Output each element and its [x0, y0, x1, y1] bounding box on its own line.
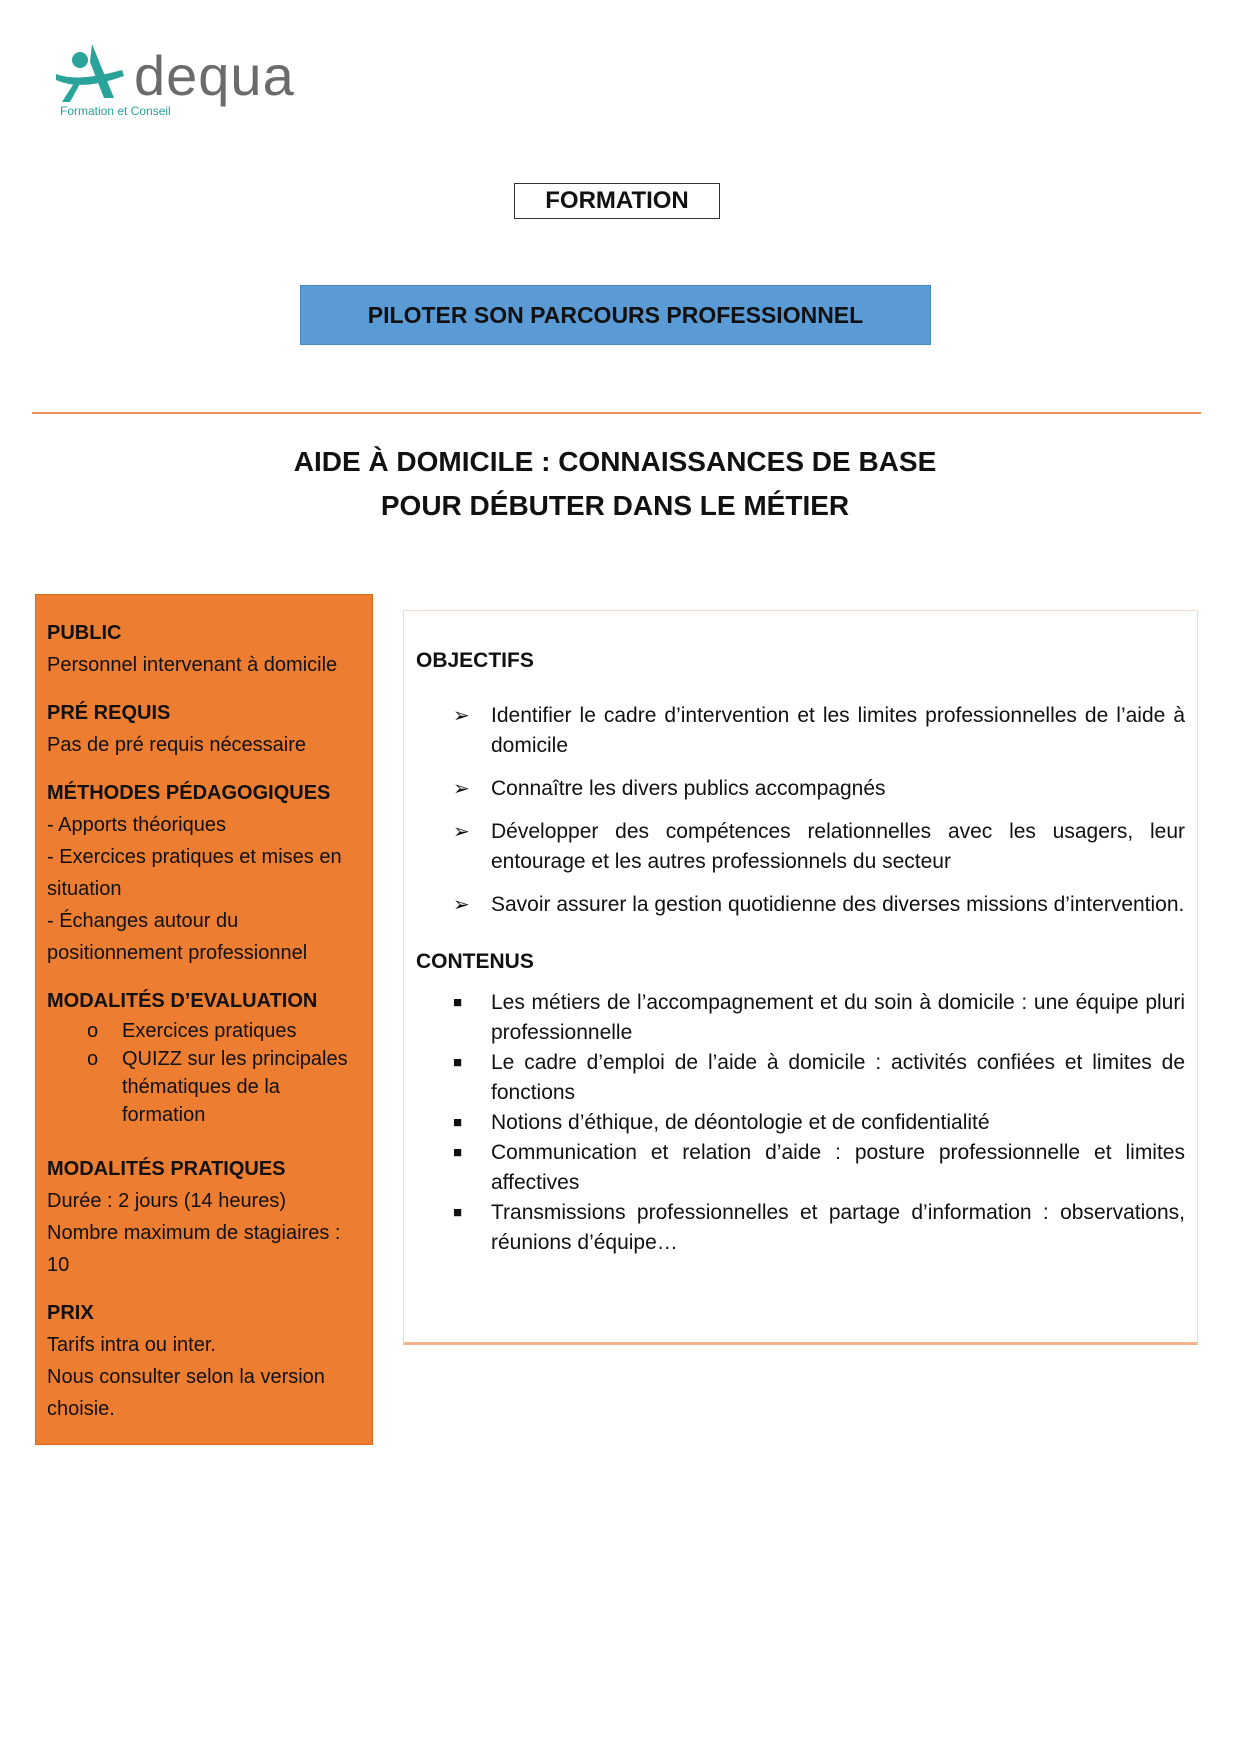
prix-heading: PRIX	[47, 1302, 94, 1324]
square-bullet-icon: ■	[453, 1114, 463, 1131]
course-title-line2: POUR DÉBUTER DANS LE MÉTIER	[380, 490, 850, 521]
formation-label: FORMATION	[514, 183, 720, 219]
square-bullet-icon: ■	[453, 1144, 463, 1161]
prerequis-section	[47, 697, 362, 761]
prix-line2: Nous consulter selon la version choisie.	[47, 1366, 325, 1420]
evaluation-item: o QUIZZ sur les principales thématiques de la formation	[87, 1045, 362, 1129]
objectif-item: ➢ Connaître les divers publics accompagnés	[416, 774, 1185, 804]
contenu-item: ■ Transmissions professionnelles et partage d’information : observations, réunions d’équipe…	[416, 1198, 1185, 1258]
circle-bullet-icon: o	[87, 1020, 99, 1042]
program-banner: PILOTER SON PARCOURS PROFESSIONNEL	[300, 285, 931, 345]
methodes-section	[47, 777, 362, 969]
logo-wordmark: dequa	[134, 44, 295, 107]
pratiques-section	[47, 1153, 362, 1281]
objectif-item: ➢ Développer des compétences relationnelles avec les usagers, leur entourage et les autres professionnels du secteur	[416, 817, 1185, 877]
contenu-item: ■ Communication et relation d’aide : posture professionnelle et limites affectives	[416, 1138, 1185, 1198]
prix-line1: Tarifs intra ou inter.	[47, 1334, 216, 1356]
course-title-line1: AIDE À DOMICILE : CONNAISSANCES DE BASE	[293, 446, 937, 477]
arrow-bullet-icon: ➢	[453, 821, 470, 843]
circle-bullet-icon: o	[87, 1048, 99, 1070]
adequa-logo	[52, 40, 312, 120]
evaluation-section	[47, 985, 362, 1129]
orange-divider	[32, 412, 1201, 414]
contenu-item: ■ Notions d’éthique, de déontologie et de confidentialité	[416, 1108, 1185, 1138]
course-title	[100, 440, 1130, 528]
contenu-item: ■ Les métiers de l’accompagnement et du soin à domicile : une équipe pluri professionnelle	[416, 988, 1185, 1048]
public-heading: PUBLIC	[47, 622, 122, 644]
evaluation-heading: MODALITÉS D’EVALUATION	[47, 990, 318, 1012]
square-bullet-icon: ■	[453, 1054, 463, 1071]
content-box	[403, 610, 1198, 1345]
arrow-bullet-icon: ➢	[453, 894, 470, 916]
contenu-item: ■ Le cadre d’emploi de l’aide à domicile : activités confiées et limites de fonctions	[416, 1048, 1185, 1108]
logo-tagline: Formation et Conseil	[60, 104, 171, 118]
methodes-item: - Exercices pratiques et mises en situation	[47, 846, 342, 900]
info-sidebar	[35, 594, 373, 1445]
square-bullet-icon: ■	[453, 1204, 463, 1221]
arrow-bullet-icon: ➢	[453, 778, 470, 800]
prerequis-text: Pas de pré requis nécessaire	[47, 734, 307, 756]
prerequis-heading: PRÉ REQUIS	[47, 702, 171, 724]
logo-a-mark-icon	[52, 40, 142, 110]
public-text: Personnel intervenant à domicile	[47, 654, 338, 676]
pratiques-stagiaires: Nombre maximum de stagiaires : 10	[47, 1222, 341, 1276]
methodes-item: - Apports théoriques	[47, 814, 226, 836]
public-section	[47, 617, 362, 681]
methodes-heading: MÉTHODES PÉDAGOGIQUES	[47, 782, 331, 804]
methodes-item: - Échanges autour du positionnement professionnel	[47, 910, 308, 964]
objectif-item: ➢ Savoir assurer la gestion quotidienne des diverses missions d’intervention.	[416, 890, 1185, 920]
pratiques-duree: Durée : 2 jours (14 heures)	[47, 1190, 287, 1212]
square-bullet-icon: ■	[453, 994, 463, 1011]
objectifs-list	[416, 701, 1185, 920]
arrow-bullet-icon: ➢	[453, 705, 470, 727]
contenus-heading: CONTENUS	[416, 950, 534, 973]
pratiques-heading: MODALITÉS PRATIQUES	[47, 1158, 286, 1180]
contenus-list	[416, 988, 1185, 1258]
evaluation-list	[47, 1017, 362, 1129]
objectif-item: ➢ Identifier le cadre d’intervention et les limites professionnelles de l’aide à domicile	[416, 701, 1185, 761]
prix-section	[47, 1297, 362, 1425]
evaluation-item: o Exercices pratiques	[87, 1017, 362, 1045]
objectifs-heading: OBJECTIFS	[416, 649, 534, 672]
